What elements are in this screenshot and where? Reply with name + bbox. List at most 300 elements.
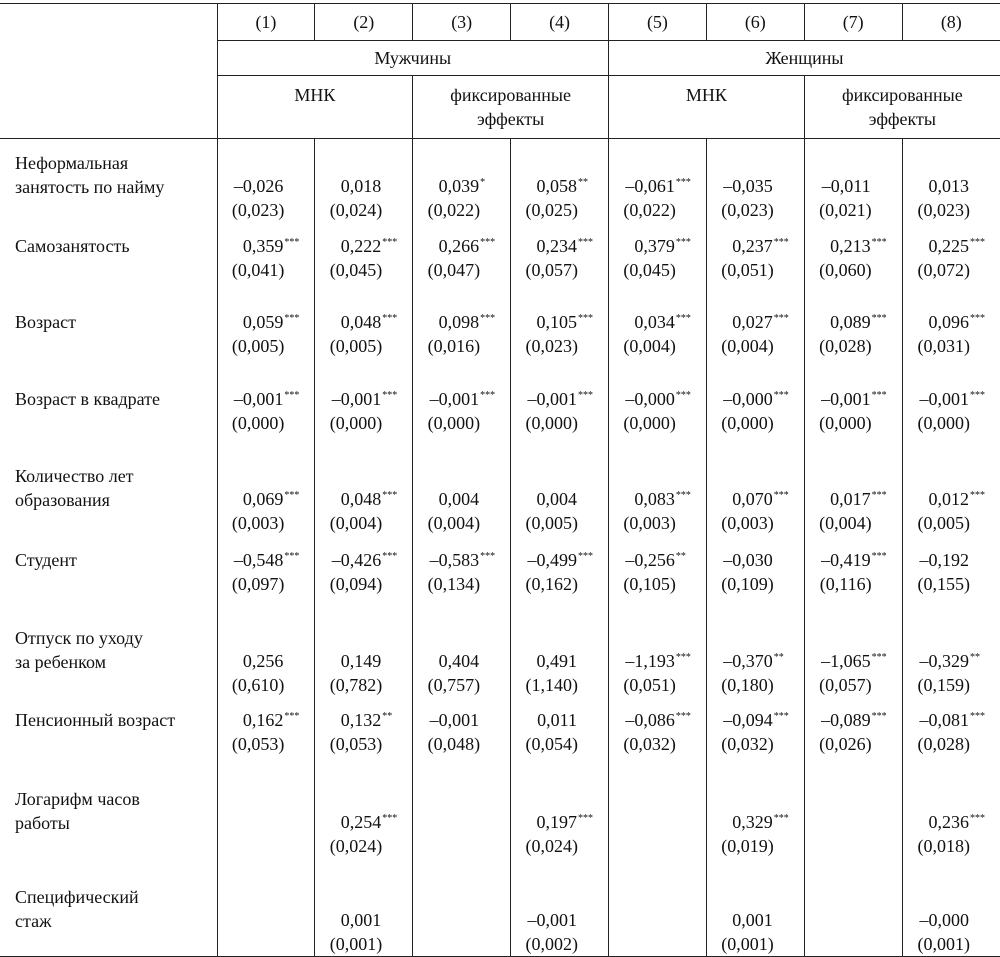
coefficient-cell	[609, 375, 707, 453]
row-label-line: Самозанятость	[15, 236, 130, 256]
standard-error: (0,005)	[218, 334, 307, 358]
standard-error: (0,021)	[805, 198, 894, 222]
standard-error: (0,053)	[315, 732, 404, 756]
row-label-line: Количество лет	[15, 466, 134, 486]
coefficient-estimate: 0,048***	[315, 487, 404, 511]
coefficient-estimate: –0,089***	[805, 708, 894, 732]
standard-error: (0,028)	[903, 732, 992, 756]
estimate-value: 0,149	[341, 651, 382, 671]
coefficient-cell	[804, 453, 902, 535]
estimate-value: –1,065	[821, 651, 871, 671]
estimate-value: –0,001	[821, 389, 871, 409]
coefficient-estimate: 0,083***	[609, 487, 698, 511]
estimate-value: –0,086	[625, 710, 675, 730]
standard-error: (1,140)	[511, 673, 600, 697]
column-number: (6)	[706, 4, 804, 41]
coefficient-estimate: 0,329***	[707, 810, 796, 834]
standard-error: (0,004)	[413, 511, 502, 535]
standard-error: (0,105)	[609, 572, 698, 596]
coefficient-cell	[413, 222, 511, 299]
coefficient-estimate: 0,132**	[315, 708, 404, 732]
coefficient-estimate: 0,069***	[218, 487, 307, 511]
coefficient-cell	[217, 697, 315, 773]
estimate-value: –0,548	[234, 550, 284, 570]
coefficient-estimate	[511, 708, 600, 732]
coefficient-cell	[511, 773, 609, 873]
coefficient-cell	[706, 299, 804, 375]
standard-error: (0,001)	[707, 932, 796, 956]
coefficient-cell	[413, 453, 511, 535]
standard-error: (0,032)	[707, 732, 796, 756]
estimate-value: 0,225	[929, 236, 970, 256]
column-number: (7)	[804, 4, 902, 41]
coefficient-cell	[706, 375, 804, 453]
coefficient-cell	[315, 299, 413, 375]
coefficient-cell	[413, 375, 511, 453]
row-label-line: Неформальная	[15, 153, 128, 173]
row-label	[0, 614, 217, 697]
estimate-value: 0,237	[732, 236, 773, 256]
coefficient-cell	[902, 453, 1000, 535]
coefficient-estimate: 0,213***	[805, 234, 894, 258]
row-label	[0, 697, 217, 773]
coefficient-cell	[804, 697, 902, 773]
standard-error: (0,004)	[805, 511, 894, 535]
standard-error: (0,028)	[805, 334, 894, 358]
standard-error: (0,024)	[511, 834, 600, 858]
coefficient-cell	[902, 299, 1000, 375]
standard-error: (0,005)	[511, 511, 600, 535]
estimate-value: –0,499	[528, 550, 578, 570]
estimate-value: 0,018	[341, 176, 382, 196]
coefficient-cell	[804, 375, 902, 453]
estimate-value: –0,081	[920, 710, 970, 730]
standard-error: (0,023)	[903, 198, 992, 222]
standard-error: (0,116)	[805, 572, 894, 596]
coefficient-estimate: 0,070***	[707, 487, 796, 511]
standard-error: (0,045)	[315, 258, 404, 282]
coefficient-estimate: –1,193***	[609, 649, 698, 673]
coefficient-cell	[511, 697, 609, 773]
row-label-line: Логарифм часов	[15, 789, 140, 809]
estimate-value: –0,061	[625, 176, 675, 196]
coefficient-estimate: 0,222***	[315, 234, 404, 258]
coefficient-cell	[217, 773, 315, 873]
group-header-women: Женщины	[609, 41, 1000, 76]
estimate-value: –0,419	[821, 550, 871, 570]
estimate-value: 0,048	[341, 489, 382, 509]
standard-error: (0,019)	[707, 834, 796, 858]
estimate-value: –0,256	[625, 550, 675, 570]
estimate-value: 0,001	[341, 910, 382, 930]
row-label-line: Специфический	[15, 887, 139, 907]
standard-error: (0,048)	[413, 732, 502, 756]
estimate-value: 0,222	[341, 236, 382, 256]
coefficient-cell	[804, 299, 902, 375]
standard-error: (0,022)	[609, 198, 698, 222]
coefficient-cell	[706, 697, 804, 773]
estimate-value: –0,026	[234, 176, 284, 196]
row-label	[0, 375, 217, 453]
estimate-value: –0,001	[332, 389, 382, 409]
estimate-value: –0,426	[332, 550, 382, 570]
coefficient-cell	[902, 375, 1000, 453]
coefficient-estimate	[707, 908, 796, 932]
table-row	[0, 139, 1000, 223]
row-label	[0, 222, 217, 299]
coefficient-estimate	[511, 908, 600, 932]
row-label	[0, 299, 217, 375]
coefficient-estimate: 0,237***	[707, 234, 796, 258]
estimate-value: 0,379	[634, 236, 675, 256]
estimate-value: 0,059	[243, 312, 284, 332]
coefficient-estimate	[511, 649, 600, 673]
standard-error: (0,031)	[903, 334, 992, 358]
coefficient-estimate: 0,017***	[805, 487, 894, 511]
coefficient-estimate	[413, 708, 502, 732]
standard-error: (0,003)	[707, 511, 796, 535]
estimate-value: –0,001	[528, 910, 578, 930]
coefficient-cell	[217, 222, 315, 299]
standard-error: (0,023)	[511, 334, 600, 358]
coefficient-cell	[315, 614, 413, 697]
coefficient-estimate	[511, 487, 600, 511]
standard-error: (0,610)	[218, 673, 307, 697]
method-header-fe-men: фиксированные эффекты	[413, 76, 609, 139]
regression-table	[0, 3, 1000, 957]
coefficient-cell	[902, 535, 1000, 614]
method-header-ols-women: МНК	[609, 76, 805, 139]
coefficient-estimate: 0,379***	[609, 234, 698, 258]
row-label-line: образования	[15, 490, 110, 510]
row-label-line: работы	[15, 813, 70, 833]
coefficient-cell	[804, 873, 902, 957]
standard-error: (0,109)	[707, 572, 796, 596]
coefficient-estimate	[315, 174, 404, 198]
column-number: (1)	[217, 4, 315, 41]
estimate-value: 0,162	[243, 710, 284, 730]
coefficient-cell	[902, 614, 1000, 697]
coefficient-cell	[609, 535, 707, 614]
coefficient-cell	[902, 773, 1000, 873]
standard-error: (0,003)	[218, 511, 307, 535]
coefficient-cell	[315, 773, 413, 873]
standard-error: (0,054)	[511, 732, 600, 756]
standard-error: (0,782)	[315, 673, 404, 697]
standard-error: (0,155)	[903, 572, 992, 596]
coefficient-cell	[706, 139, 804, 223]
standard-error: (0,001)	[315, 932, 404, 956]
estimate-value: –0,001	[430, 389, 480, 409]
standard-error: (0,757)	[413, 673, 502, 697]
estimate-value: –0,089	[821, 710, 871, 730]
coefficient-estimate: –0,548***	[218, 548, 307, 572]
coefficient-cell	[217, 873, 315, 957]
method-header-fe-women: фиксированные эффекты	[804, 76, 1000, 139]
coefficient-estimate: –0,081***	[903, 708, 992, 732]
estimate-value: –0,000	[625, 389, 675, 409]
coefficient-estimate: –0,061***	[609, 174, 698, 198]
coefficient-estimate: –0,094***	[707, 708, 796, 732]
coefficient-cell	[706, 535, 804, 614]
coefficient-estimate: 0,098***	[413, 310, 502, 334]
coefficient-estimate: –0,086***	[609, 708, 698, 732]
column-number: (8)	[902, 4, 1000, 41]
coefficient-cell	[511, 222, 609, 299]
coefficient-cell	[315, 453, 413, 535]
standard-error: (0,022)	[413, 198, 502, 222]
row-label-line: Пенсионный возраст	[15, 710, 175, 730]
table-row	[0, 453, 1000, 535]
standard-error: (0,000)	[413, 411, 502, 435]
coefficient-cell	[413, 773, 511, 873]
estimate-value: 0,004	[439, 489, 480, 509]
coefficient-estimate	[903, 548, 992, 572]
row-label	[0, 139, 217, 223]
coefficient-estimate: –0,001***	[315, 387, 404, 411]
coefficient-cell	[511, 873, 609, 957]
coefficient-estimate: –0,000***	[707, 387, 796, 411]
row-label	[0, 535, 217, 614]
standard-error: (0,134)	[413, 572, 502, 596]
row-label-line: за ребенком	[15, 652, 106, 672]
estimate-value: –0,030	[723, 550, 773, 570]
coefficient-cell	[609, 697, 707, 773]
coefficient-estimate	[707, 548, 796, 572]
coefficient-cell	[804, 535, 902, 614]
column-number: (2)	[315, 4, 413, 41]
coefficient-estimate: 0,048***	[315, 310, 404, 334]
standard-error: (0,003)	[609, 511, 698, 535]
coefficient-cell	[609, 773, 707, 873]
coefficient-estimate: 0,089***	[805, 310, 894, 334]
estimate-value: –0,583	[430, 550, 480, 570]
coefficient-estimate: 0,225***	[903, 234, 992, 258]
estimate-value: 0,098	[439, 312, 480, 332]
coefficient-cell	[413, 614, 511, 697]
estimate-value: –0,000	[920, 910, 970, 930]
coefficient-estimate: –0,001***	[511, 387, 600, 411]
coefficient-estimate: –0,370**	[707, 649, 796, 673]
table-row	[0, 299, 1000, 375]
coefficient-cell	[217, 453, 315, 535]
standard-error: (0,072)	[903, 258, 992, 282]
method-header-ols-men: МНК	[217, 76, 413, 139]
estimate-value: 0,234	[537, 236, 578, 256]
coefficient-cell	[511, 139, 609, 223]
estimate-value: 0,359	[243, 236, 284, 256]
estimate-value: 0,013	[929, 176, 970, 196]
coefficient-cell	[609, 299, 707, 375]
estimate-value: 0,404	[439, 651, 480, 671]
standard-error: (0,005)	[903, 511, 992, 535]
standard-error: (0,018)	[903, 834, 992, 858]
estimate-value: –0,370	[723, 651, 773, 671]
standard-error: (0,024)	[315, 834, 404, 858]
estimate-value: 0,048	[341, 312, 382, 332]
table-row	[0, 535, 1000, 614]
coefficient-cell	[217, 614, 315, 697]
standard-error: (0,032)	[609, 732, 698, 756]
standard-error: (0,057)	[805, 673, 894, 697]
estimate-value: –0,001	[920, 389, 970, 409]
standard-error: (0,094)	[315, 572, 404, 596]
standard-error: (0,001)	[903, 932, 992, 956]
standard-error: (0,004)	[707, 334, 796, 358]
estimate-value: 0,034	[634, 312, 675, 332]
standard-error: (0,002)	[511, 932, 600, 956]
standard-error: (0,057)	[511, 258, 600, 282]
coefficient-cell	[413, 697, 511, 773]
row-label-line: Отпуск по уходу	[15, 628, 143, 648]
coefficient-cell	[902, 222, 1000, 299]
standard-error: (0,024)	[315, 198, 404, 222]
estimate-value: 0,256	[243, 651, 284, 671]
estimate-value: 0,011	[537, 710, 577, 730]
column-number: (3)	[413, 4, 511, 41]
coefficient-cell	[511, 614, 609, 697]
coefficient-estimate	[218, 174, 307, 198]
standard-error: (0,000)	[805, 411, 894, 435]
coefficient-estimate: –0,000***	[609, 387, 698, 411]
coefficient-estimate: 0,027***	[707, 310, 796, 334]
standard-error: (0,159)	[903, 673, 992, 697]
estimate-value: 0,001	[732, 910, 773, 930]
coefficient-estimate: 0,039*	[413, 174, 502, 198]
table-row	[0, 222, 1000, 299]
coefficient-cell	[706, 614, 804, 697]
table-row	[0, 873, 1000, 957]
group-header-men: Мужчины	[217, 41, 609, 76]
standard-error: (0,060)	[805, 258, 894, 282]
estimate-value: –0,011	[822, 176, 871, 196]
coefficient-estimate	[413, 649, 502, 673]
estimate-value: 0,096	[929, 312, 970, 332]
coefficient-cell	[217, 139, 315, 223]
column-number: (4)	[511, 4, 609, 41]
standard-error: (0,053)	[218, 732, 307, 756]
standard-error: (0,045)	[609, 258, 698, 282]
estimate-value: –0,001	[528, 389, 578, 409]
coefficient-estimate: –0,001***	[218, 387, 307, 411]
table-row	[0, 773, 1000, 873]
coefficient-cell	[706, 222, 804, 299]
coefficient-cell	[315, 139, 413, 223]
estimate-value: 0,089	[830, 312, 871, 332]
row-label-line: стаж	[15, 911, 52, 931]
coefficient-estimate	[707, 174, 796, 198]
estimate-value: –0,000	[723, 389, 773, 409]
standard-error: (0,000)	[707, 411, 796, 435]
row-label-line: занятость по найму	[15, 177, 164, 197]
estimate-value: 0,105	[537, 312, 578, 332]
coefficient-estimate: 0,234***	[511, 234, 600, 258]
coefficient-estimate: –0,426***	[315, 548, 404, 572]
estimate-value: 0,039	[439, 176, 480, 196]
coefficient-cell	[706, 773, 804, 873]
standard-error: (0,000)	[609, 411, 698, 435]
standard-error: (0,016)	[413, 334, 502, 358]
estimate-value: –0,094	[723, 710, 773, 730]
row-label	[0, 453, 217, 535]
column-number-row	[0, 4, 1000, 41]
coefficient-estimate: –0,419***	[805, 548, 894, 572]
coefficient-cell	[804, 139, 902, 223]
row-label-line: Возраст	[15, 312, 76, 332]
estimate-value: –0,001	[430, 710, 480, 730]
standard-error: (0,000)	[218, 411, 307, 435]
coefficient-estimate: –0,499***	[511, 548, 600, 572]
coefficient-estimate	[805, 174, 894, 198]
estimate-value: –0,329	[920, 651, 970, 671]
standard-error: (0,047)	[413, 258, 502, 282]
coefficient-estimate	[903, 174, 992, 198]
coefficient-cell	[804, 222, 902, 299]
table-body	[0, 139, 1000, 957]
coefficient-estimate	[413, 487, 502, 511]
row-label-line: Возраст в квадрате	[15, 389, 160, 409]
coefficient-cell	[609, 873, 707, 957]
coefficient-cell	[413, 535, 511, 614]
standard-error: (0,026)	[805, 732, 894, 756]
estimate-value: 0,017	[830, 489, 871, 509]
standard-error: (0,023)	[218, 198, 307, 222]
stub-header	[0, 4, 217, 139]
coefficient-cell	[511, 453, 609, 535]
estimate-value: 0,058	[537, 176, 578, 196]
coefficient-cell	[902, 873, 1000, 957]
coefficient-cell	[315, 222, 413, 299]
coefficient-cell	[706, 453, 804, 535]
estimate-value: –0,035	[723, 176, 773, 196]
standard-error: (0,004)	[609, 334, 698, 358]
standard-error: (0,004)	[315, 511, 404, 535]
coefficient-cell	[315, 873, 413, 957]
estimate-value: 0,266	[439, 236, 480, 256]
coefficient-cell	[609, 614, 707, 697]
coefficient-estimate: 0,058**	[511, 174, 600, 198]
estimate-value: 0,132	[341, 710, 382, 730]
estimate-value: 0,236	[929, 812, 970, 832]
coefficient-cell	[609, 139, 707, 223]
coefficient-cell	[315, 375, 413, 453]
coefficient-cell	[902, 697, 1000, 773]
estimate-value: 0,027	[732, 312, 773, 332]
standard-error: (0,000)	[903, 411, 992, 435]
coefficient-cell	[315, 535, 413, 614]
coefficient-cell	[217, 299, 315, 375]
table-row	[0, 697, 1000, 773]
estimate-value: 0,083	[634, 489, 675, 509]
coefficient-cell	[706, 873, 804, 957]
coefficient-cell	[609, 222, 707, 299]
standard-error: (0,000)	[315, 411, 404, 435]
coefficient-estimate: 0,034***	[609, 310, 698, 334]
standard-error: (0,097)	[218, 572, 307, 596]
coefficient-estimate	[903, 908, 992, 932]
coefficient-estimate: 0,162***	[218, 708, 307, 732]
estimate-value: 0,254	[341, 812, 382, 832]
table-row	[0, 614, 1000, 697]
standard-error: (0,005)	[315, 334, 404, 358]
standard-error: (0,025)	[511, 198, 600, 222]
coefficient-estimate: –1,065***	[805, 649, 894, 673]
coefficient-estimate: 0,236***	[903, 810, 992, 834]
standard-error: (0,162)	[511, 572, 600, 596]
coefficient-estimate: –0,001***	[903, 387, 992, 411]
coefficient-cell	[511, 375, 609, 453]
coefficient-estimate: 0,359***	[218, 234, 307, 258]
